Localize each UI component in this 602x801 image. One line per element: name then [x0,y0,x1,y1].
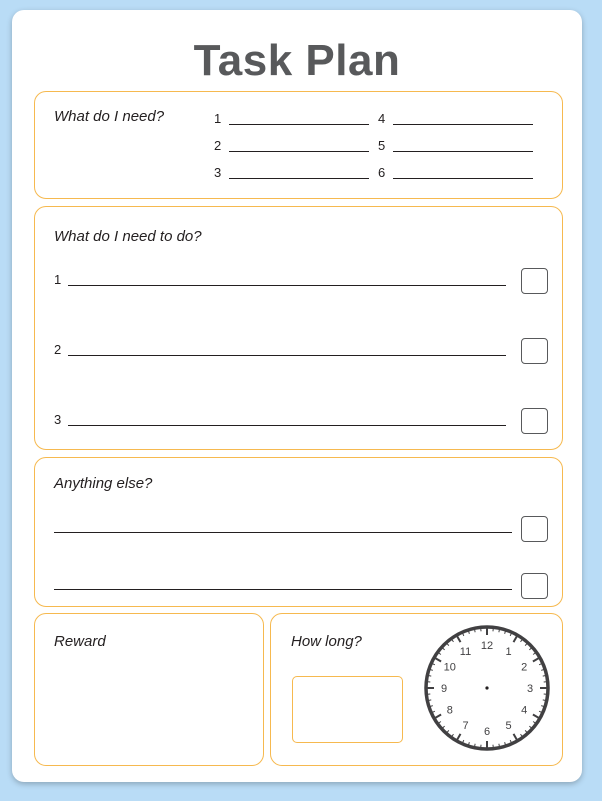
clock-minute-tick [428,676,431,677]
clock-minute-tick [475,744,476,747]
clock-number-8: 8 [446,704,453,717]
else-checkbox-1[interactable] [521,516,548,542]
page-title: Task Plan [193,36,401,85]
else-line-1[interactable] [54,532,512,533]
need-number-6: 6 [378,165,386,180]
clock-number-3: 3 [526,683,534,695]
clock-number-2: 2 [521,661,528,674]
need-line-2[interactable] [229,151,369,152]
need-label: What do I need? [54,108,165,125]
need-number-5: 5 [378,138,386,153]
todo-line-3[interactable] [68,425,506,426]
todo-checkbox-2[interactable] [521,338,548,364]
todo-checkbox-3[interactable] [521,408,548,434]
clock-minute-tick [475,629,476,632]
how-long-label: How long? [291,633,362,650]
todo-line-2[interactable] [68,355,506,356]
else-panel [34,457,563,607]
todo-panel [34,206,563,450]
clock-number-6: 6 [483,726,491,738]
todo-line-1[interactable] [68,285,506,286]
time-input-box[interactable] [292,676,403,743]
clock-face [422,623,552,753]
need-line-4[interactable] [393,124,533,125]
task-plan-sheet [12,10,582,782]
clock-number-11: 11 [459,645,472,658]
clock-number-7: 7 [462,720,469,733]
todo-number-2: 2 [54,342,62,357]
need-line-1[interactable] [229,124,369,125]
clock-minute-tick [428,700,431,701]
need-number-2: 2 [214,138,222,153]
else-checkbox-2[interactable] [521,573,548,599]
clock-minute-tick [543,700,546,701]
need-panel [34,91,563,199]
need-number-1: 1 [214,111,222,126]
clock-minute-tick [499,629,500,632]
clock-minute-tick [499,744,500,747]
need-line-5[interactable] [393,151,533,152]
todo-label: What do I need to do? [54,228,202,245]
clock-number-12: 12 [480,640,494,652]
need-line-3[interactable] [229,178,369,179]
else-label: Anything else? [54,475,153,492]
clock-minute-tick [543,676,546,677]
need-line-6[interactable] [393,178,533,179]
clock-number-4: 4 [521,704,528,717]
clock-number-9: 9 [440,683,448,695]
clock-number-5: 5 [505,720,512,733]
clock-center [485,686,488,689]
todo-number-3: 3 [54,412,62,427]
need-number-3: 3 [214,165,222,180]
todo-number-1: 1 [54,272,62,287]
else-line-2[interactable] [54,589,512,590]
todo-checkbox-1[interactable] [521,268,548,294]
clock-number-1: 1 [505,645,512,658]
reward-label: Reward [54,633,106,650]
how-long-panel [270,613,563,766]
reward-panel[interactable] [34,613,264,766]
need-number-4: 4 [378,111,386,126]
clock-number-10: 10 [443,661,456,674]
